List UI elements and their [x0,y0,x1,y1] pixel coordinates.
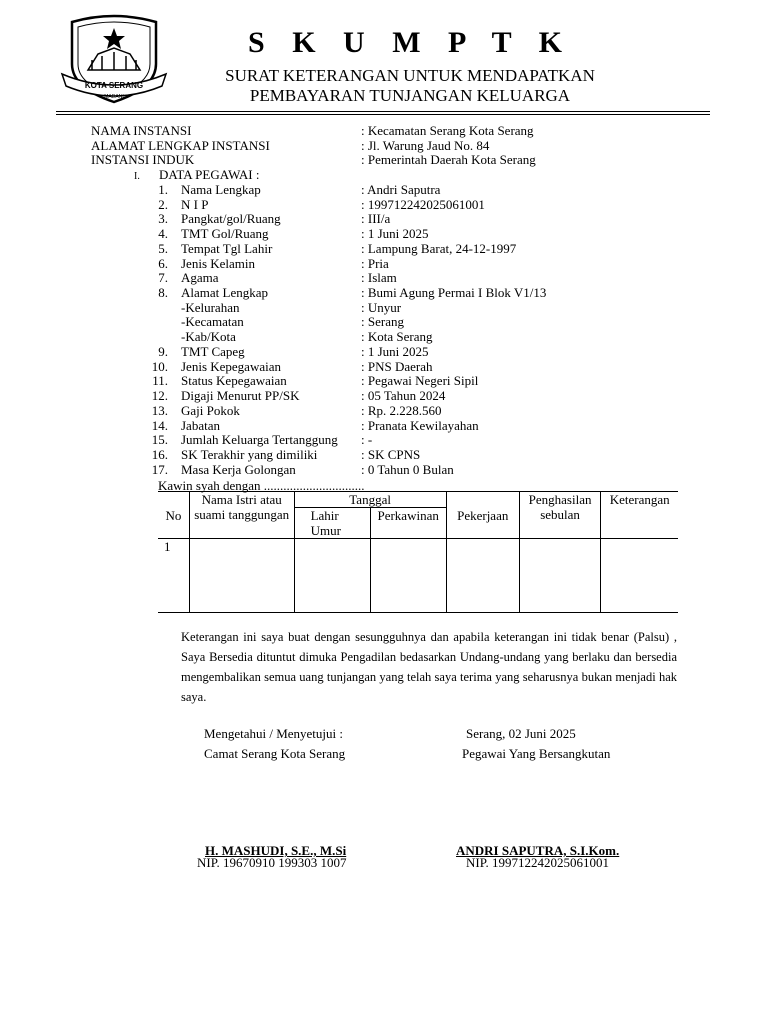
pegawai-row-number: 9. [158,343,168,359]
pegawai-row-value: : 199712242025061001 [361,196,485,212]
pegawai-row-value: : Unyur [361,299,402,315]
svg-text:MADANI: MADANI [104,94,124,100]
pegawai-row-label: Nama Lengkap [181,182,261,197]
pegawai-row-label: Digaji Menurut PP/SK [181,388,300,404]
sig-left-nip: NIP. 19670910 199303 1007 [197,855,347,870]
pegawai-row-value: : Bumi Agung Permai I Blok V1/13 [361,285,547,301]
document-title: S K U M P T K [248,26,572,59]
header-rule-top [56,111,710,112]
pegawai-row-number: 2. [158,196,168,212]
pegawai-row-number: 14. [151,417,168,433]
pegawai-row-value: : - [361,432,373,448]
col-lahir-header: Lahir Umur [294,508,370,539]
pegawai-row-number: 15. [151,432,168,448]
col-no-header: No [158,492,189,539]
col-perkawinan-header: Perkawinan [370,508,446,539]
header-rule-bottom [56,114,710,115]
pegawai-row-label: Jumlah Keluarga Tertanggung [181,432,338,448]
sig-left-line2: Camat Serang Kota Serang [204,746,346,761]
pegawai-row-value: : Lampung Barat, 24-12-1997 [361,240,517,256]
pegawai-row-value: : Islam [361,270,397,286]
kawin-label: Kawin syah dengan ............................... [158,478,365,493]
col-nama-header: Nama Istri atau suami tanggungan [189,492,294,539]
pegawai-row-number: 11. [152,373,168,389]
pegawai-row-label: Jabatan [181,417,220,433]
pegawai-row-label: Jenis Kepegawaian [181,358,281,374]
pegawai-row-label: N I P [181,196,209,212]
sig-right-line2: Pegawai Yang Bersangkutan [462,746,611,761]
svg-text:KOTA SERANG: KOTA SERANG [84,81,144,90]
pegawai-row-number: 1. [158,182,168,197]
sig-left-line1: Mengetahui / Menyetujui : [204,726,344,741]
pegawai-row-label: -Kelurahan [181,299,240,315]
pegawai-row-label: Pangkat/gol/Ruang [181,211,281,227]
pegawai-row-value: : Pegawai Negeri Sipil [361,373,479,389]
pegawai-row-number: 17. [151,461,168,477]
pegawai-row-value: : 05 Tahun 2024 [361,388,446,404]
pegawai-row-label: Alamat Lengkap [181,285,268,301]
pegawai-row-value: : SK CPNS [361,446,421,462]
pegawai-row-number: 7. [158,270,168,286]
pegawai-row-value: : Kota Serang [361,329,433,345]
pegawai-row-value: : Andri Saputra [361,182,441,197]
pegawai-row-number: 12. [151,388,168,404]
pegawai-row-label: SK Terakhir yang dimiliki [181,446,318,462]
sig-right-name: ANDRI SAPUTRA, S.I.Kom. [456,843,620,858]
table-row [158,539,678,613]
pegawai-row-label: Jenis Kelamin [181,255,256,271]
pegawai-row-number: 13. [151,402,168,418]
pegawai-row-value: : Rp. 2.228.560 [361,402,442,418]
pegawai-row-value: : Serang [361,314,404,330]
pegawai-row-label: Agama [181,270,219,286]
pegawai-row-label: Masa Kerja Golongan [181,461,296,477]
pegawai-row-number: 4. [158,226,168,242]
document-subtitle-line2: PEMBAYARAN TUNJANGAN KELUARGA [249,86,571,105]
pegawai-row-number: 6. [158,255,168,271]
pegawai-row-number: 5. [158,240,168,256]
pegawai-row-value: : 1 Juni 2025 [361,226,429,242]
pegawai-row-value: : 1 Juni 2025 [361,343,429,359]
statement-paragraph: Keterangan ini saya buat dengan sesungguhnya dan apabila keterangan ini tidak benar (Palsu) , Saya Bersedia dituntut dimuka Pengadilan bedasarkan Undang-undang yang berlaku dan bersedia mengembalikan semua uang tunjangan yang telah saya terima yang seharusnya bukan menjadi hak saya. [181,630,677,704]
pegawai-row-label: -Kecamatan [181,314,244,330]
col-keterangan-header: Keterangan [601,492,678,539]
pegawai-row-label: Status Kepegawaian [181,373,287,389]
pegawai-row-value: : 0 Tahun 0 Bulan [361,461,454,477]
pegawai-row-value: : Pranata Kewilayahan [361,417,479,433]
sig-left-name: H. MASHUDI, S.E., M.Si [205,843,347,858]
pegawai-row-label: TMT Gol/Ruang [181,226,269,242]
pegawai-row-number: 16. [151,446,168,462]
col-penghasilan-header: Penghasilan sebulan [519,492,601,539]
pegawai-row-number: 3. [158,211,168,227]
section-heading: I. DATA PEGAWAI : [134,167,260,182]
pegawai-row-value: : Pria [361,255,389,271]
family-table [158,491,678,613]
pegawai-row-label: -Kab/Kota [181,329,236,345]
row-no: 1 [164,539,171,554]
pegawai-row-label: Gaji Pokok [181,402,240,418]
pegawai-row-label: Tempat Tgl Lahir [181,240,273,256]
pegawai-row-value: : PNS Daerah [361,358,433,374]
col-tanggal-header: Tanggal [294,492,446,508]
pegawai-row-number: 10. [151,358,168,374]
document-subtitle-line1: SURAT KETERANGAN UNTUK MENDAPATKAN [225,66,595,85]
pegawai-row-label: TMT Capeg [181,343,245,359]
sig-right-nip: NIP. 199712242025061001 [466,855,610,870]
pegawai-row-number: 8. [158,285,168,301]
sig-right-line1: Serang, 02 Juni 2025 [466,726,576,741]
col-pekerjaan-header: Pekerjaan [446,492,519,539]
pegawai-row-value: : III/a [361,211,391,227]
